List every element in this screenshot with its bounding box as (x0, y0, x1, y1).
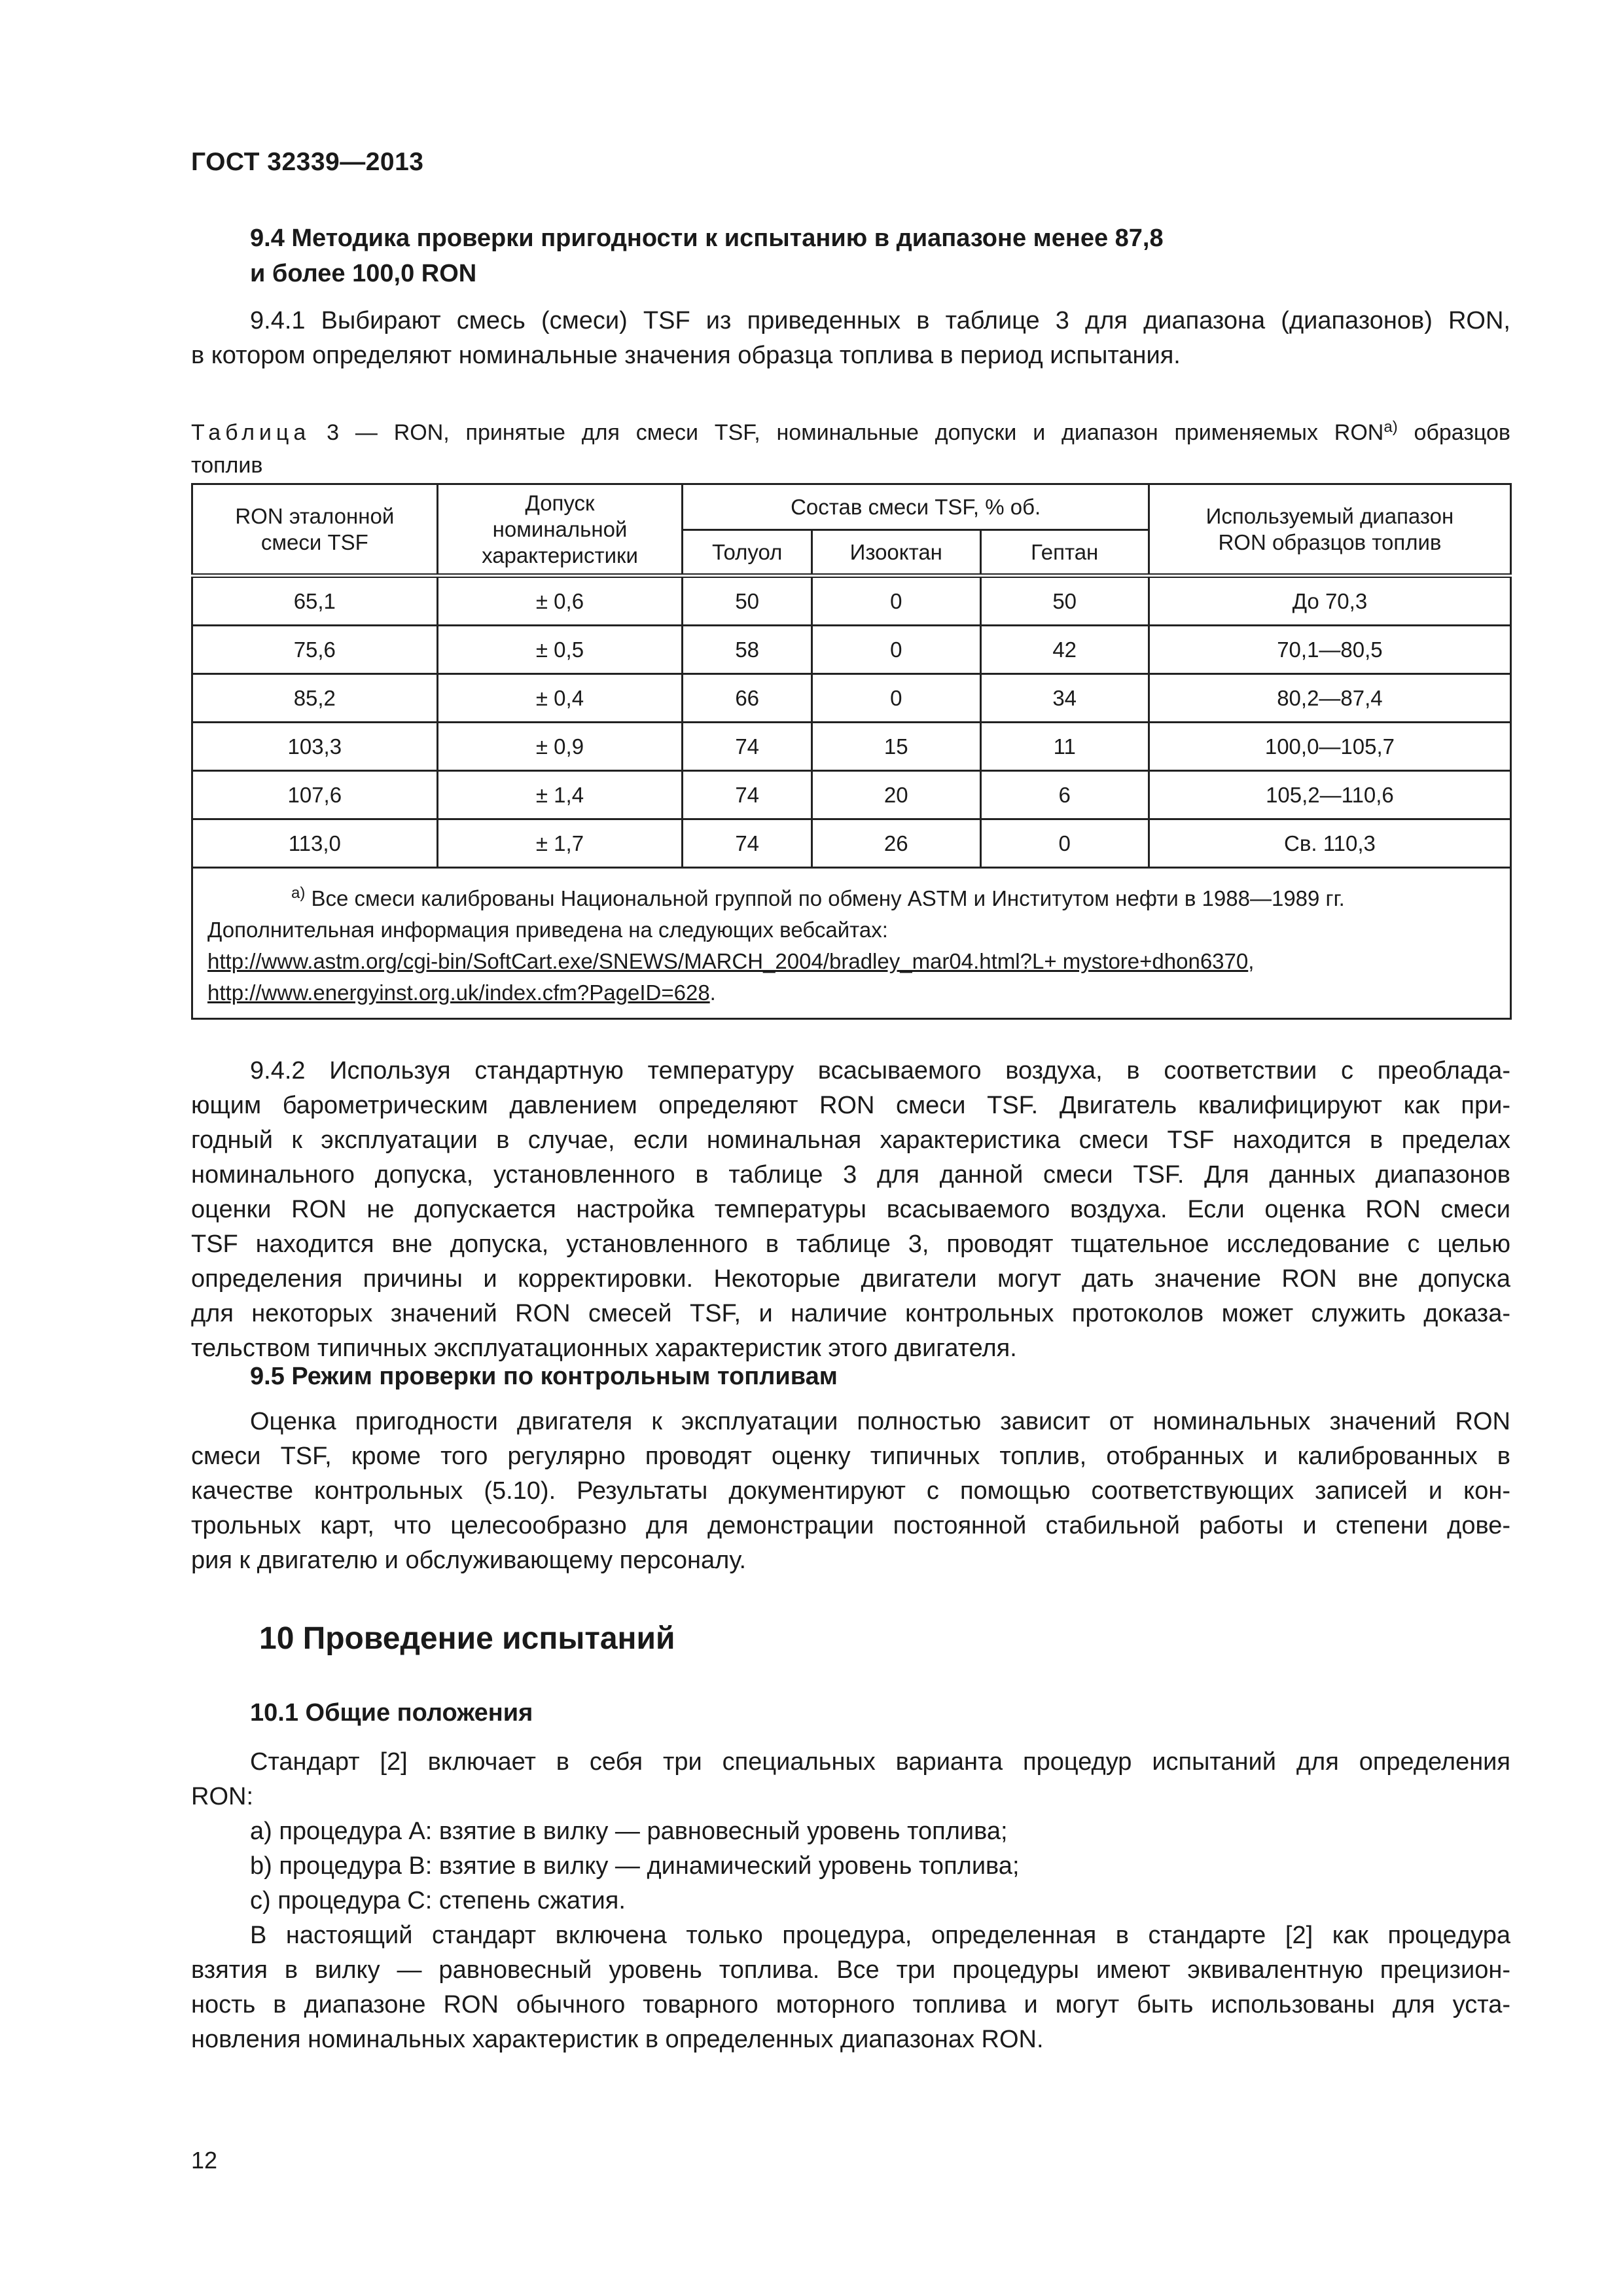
cell-range: 100,0—105,7 (1149, 723, 1510, 771)
section-9-5-title: 9.5 Режим проверки по контрольным топливам (250, 1363, 838, 1390)
paragraph-9-4-1 (191, 304, 1510, 373)
cell-ron: 113,0 (192, 819, 438, 868)
cell-range: 80,2—87,4 (1149, 674, 1510, 723)
paragraph-line: рия к двигателю и обслуживающему персоналу. (191, 1547, 747, 1574)
header-toluene: Толуол (683, 530, 812, 576)
footnote-line4 (207, 977, 1495, 1009)
table-footnote (192, 868, 1511, 1019)
paragraph-line: 9.4.2 Используя стандартную температуру всасываемого воздуха, в соответствии с преоблада- (250, 1057, 1510, 1085)
paragraph-line: новления номинальных характеристик в определенных диапазонах RON. (191, 2026, 1044, 2053)
footnote-link-astm[interactable]: http://www.astm.org/cgi-bin/SoftCart.exe/SNEWS/MARCH_2004/bradley_mar04.html?L+ mystore+dhon6370 (207, 949, 1249, 973)
document-header: ГОСТ 32339—2013 (191, 148, 424, 176)
paragraph-line: TSF находится вне допуска, установленного в таблице 3, проводят тщательное исследование с целью (191, 1230, 1510, 1258)
cell-ron: 85,2 (192, 674, 438, 723)
cell-tolerance: ± 1,4 (437, 771, 683, 819)
cell-toluene: 74 (683, 819, 812, 868)
table-caption-label: Таблица (191, 420, 311, 445)
paragraph-10-1-intro (191, 1745, 1510, 1814)
paragraph-line: взятия в вилку — равновесный уровень топлива. Все три процедуры имеют эквивалентную прецизион- (191, 1956, 1510, 1984)
section-9-4-title-line2: и более 100,0 RON (250, 260, 477, 287)
section-9-4-title-line1: 9.4 Методика проверки пригодности к испытанию в диапазоне менее 87,8 (250, 224, 1164, 252)
cell-isooctane: 0 (812, 674, 981, 723)
section-10-1-title: 10.1 Общие положения (250, 1699, 533, 1727)
cell-range: 105,2—110,6 (1149, 771, 1510, 819)
cell-heptane: 11 (980, 723, 1149, 771)
section-9-4-title (250, 221, 1164, 291)
cell-range: 70,1—80,5 (1149, 626, 1510, 674)
paragraph-line: номинального допуска, установленного в таблице 3 для данной смеси TSF. Для данных диапазонов (191, 1161, 1510, 1189)
paragraph-line: для некоторых значений RON смесей TSF, и наличие контрольных протоколов может служить доказа- (191, 1300, 1510, 1327)
cell-isooctane: 26 (812, 819, 981, 868)
table-row (192, 819, 1511, 868)
table-caption-sup: а) (1383, 418, 1398, 436)
cell-heptane: 42 (980, 626, 1149, 674)
cell-isooctane: 20 (812, 771, 981, 819)
table-3-caption (191, 411, 1510, 482)
paragraph-line: оценки RON не допускается настройка температуры всасываемого воздуха. Если оценка RON смеси (191, 1196, 1510, 1223)
cell-isooctane: 15 (812, 723, 981, 771)
paragraph-line: определения причины и корректировки. Некоторые двигатели могут дать значение RON вне допуска (191, 1265, 1510, 1293)
paragraph-line: Оценка пригодности двигателя к эксплуатации полностью зависит от номинальных значений RON (250, 1408, 1510, 1435)
table-row (192, 723, 1511, 771)
table-caption-text: 3 — RON, принятые для смеси TSF, номинальные допуски и диапазон применяемых RON (327, 420, 1384, 445)
footnote-line2: Дополнительная информация приведена на следующих вебсайтах: (207, 918, 888, 942)
cell-tolerance: ± 0,4 (437, 674, 683, 723)
cell-ron: 107,6 (192, 771, 438, 819)
cell-heptane: 6 (980, 771, 1149, 819)
list-item-procedure-c: c) процедура C: степень сжатия. (250, 1887, 626, 1914)
paragraph-line: качестве контрольных (5.10). Результаты документируют с помощью соответствующих записей и кон- (191, 1477, 1510, 1505)
cell-toluene: 66 (683, 674, 812, 723)
header-tolerance: Допуск номинальной характеристики (437, 484, 683, 576)
list-item-procedure-b: b) процедура B: взятие в вилку — динамический уровень топлива; (250, 1852, 1020, 1880)
cell-heptane: 0 (980, 819, 1149, 868)
table-row (192, 771, 1511, 819)
paragraph-line: годный к эксплуатации в случае, если номинальная характеристика смеси TSF находится в пределах (191, 1126, 1510, 1154)
table-row (192, 576, 1511, 626)
paragraph-line: смеси TSF, кроме того регулярно проводят оценку типичных топлив, отобранных и калиброванных в (191, 1443, 1510, 1470)
paragraph-line: трольных карт, что целесообразно для демонстрации постоянной стабильной работы и степени дове- (191, 1512, 1510, 1539)
table-caption-line2: топлив (191, 453, 263, 478)
paragraph-9-4-2 (191, 1054, 1510, 1366)
table-caption-tail: образцов (1414, 420, 1510, 445)
cell-toluene: 58 (683, 626, 812, 674)
cell-isooctane: 0 (812, 576, 981, 626)
cell-tolerance: ± 0,5 (437, 626, 683, 674)
paragraph-line: RON: (191, 1783, 253, 1810)
paragraph-line: тельством типичных эксплуатационных характеристик этого двигателя. (191, 1335, 1017, 1362)
list-item-procedure-a: a) процедура A: взятие в вилку — равновесный уровень топлива; (250, 1818, 1008, 1845)
header-isooctane: Изооктан (812, 530, 981, 576)
cell-isooctane: 0 (812, 626, 981, 674)
header-range: Используемый диапазон RON образцов топлив (1149, 484, 1510, 576)
table-note-row (192, 868, 1511, 1019)
paragraph-line: Стандарт [2] включает в себя три специальных варианта процедур испытаний для определения (250, 1748, 1510, 1776)
page-number: 12 (191, 2147, 218, 2174)
table-row (192, 626, 1511, 674)
cell-ron: 75,6 (192, 626, 438, 674)
footnote-line3 (207, 946, 1495, 977)
cell-tolerance: ± 0,9 (437, 723, 683, 771)
cell-heptane: 50 (980, 576, 1149, 626)
paragraph-line: в котором определяют номинальные значения образца топлива в период испытания. (191, 342, 1181, 369)
table-row (192, 674, 1511, 723)
paragraph-line: В настоящий стандарт включена только процедура, определенная в стандарте [2] как процедура (250, 1922, 1510, 1949)
cell-tolerance: ± 1,7 (437, 819, 683, 868)
paragraph-line: ность в диапазоне RON обычного товарного моторного топлива и могут быть использованы для уста- (191, 1991, 1510, 2018)
paragraph-line: 9.4.1 Выбирают смесь (смеси) TSF из приведенных в таблице 3 для диапазона (диапазонов) RON, (250, 307, 1510, 334)
paragraph-line: ющим барометрическим давлением определяют RON смеси TSF. Двигатель квалифицируют как при- (191, 1092, 1510, 1119)
paragraph-9-5 (191, 1405, 1510, 1578)
footnote-line1 (207, 878, 1495, 914)
cell-toluene: 74 (683, 723, 812, 771)
cell-range: Св. 110,3 (1149, 819, 1510, 868)
cell-toluene: 50 (683, 576, 812, 626)
footnote-link-energyinst[interactable]: http://www.energyinst.org.uk/index.cfm?PageID=628 (207, 980, 710, 1005)
cell-range: До 70,3 (1149, 576, 1510, 626)
cell-tolerance: ± 0,6 (437, 576, 683, 626)
footnote-sup: а) (291, 884, 306, 902)
table-caption-line1 (191, 411, 1510, 449)
footnote-text: Все смеси калиброваны Национальной группой по обмену ASTM и Институтом нефти в 1988—1989 гг. (311, 886, 1345, 910)
cell-heptane: 34 (980, 674, 1149, 723)
section-10-title: 10 Проведение испытаний (259, 1621, 675, 1656)
table-3 (191, 483, 1512, 1020)
footnote-period: . (709, 980, 716, 1005)
paragraph-10-1-body (191, 1918, 1510, 2057)
header-composition: Состав смеси TSF, % об. (683, 484, 1149, 530)
header-ref-ron: RON эталонной смеси TSF (192, 484, 438, 576)
cell-ron: 103,3 (192, 723, 438, 771)
cell-toluene: 74 (683, 771, 812, 819)
header-heptane: Гептан (980, 530, 1149, 576)
cell-ron: 65,1 (192, 576, 438, 626)
footnote-comma: , (1248, 949, 1255, 973)
